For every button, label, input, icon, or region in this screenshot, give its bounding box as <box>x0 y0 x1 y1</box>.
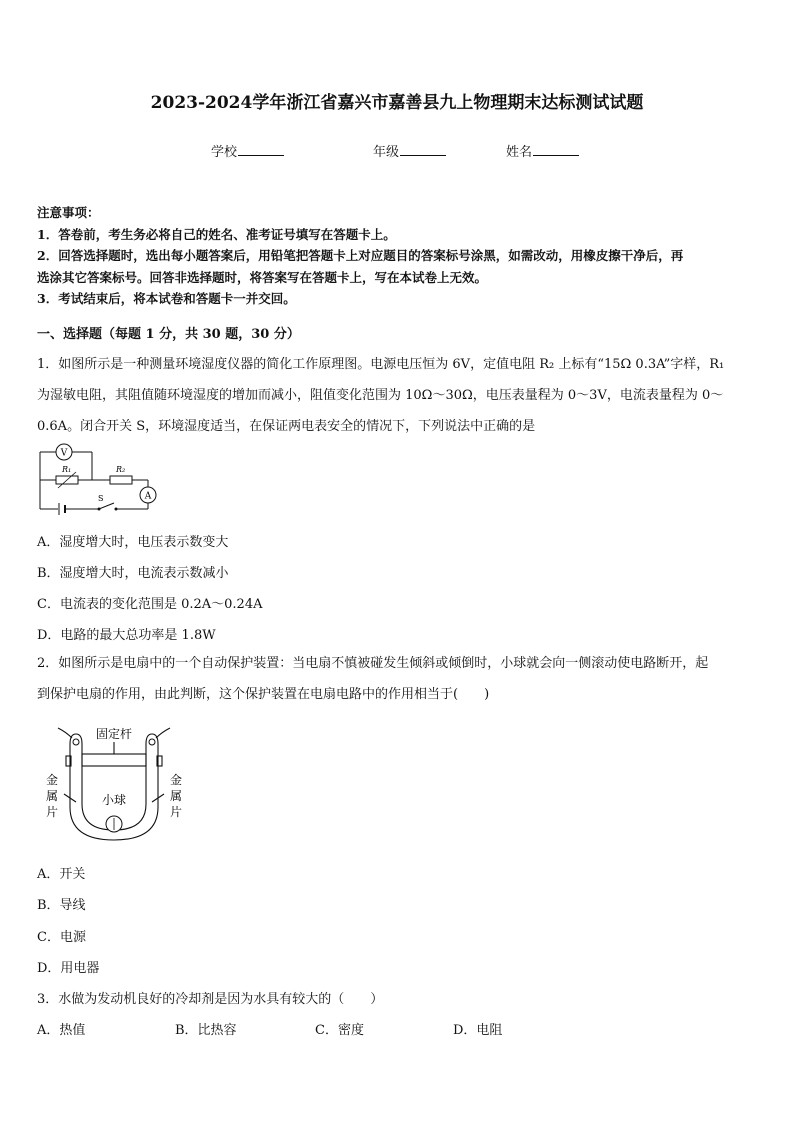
switch-label: S <box>98 494 104 503</box>
left-metal-label: 金 <box>45 773 59 787</box>
q1-option-b[interactable]: B．湿度增大时，电流表示数减小 <box>37 566 229 581</box>
grade-blank[interactable] <box>400 142 446 156</box>
q2-option-d[interactable]: D．用电器 <box>37 961 100 976</box>
left-metal-label: 属 <box>45 789 59 803</box>
q3-option-b[interactable]: B．比热容 <box>175 1023 237 1038</box>
q3-option-d[interactable]: D．电阻 <box>453 1023 503 1038</box>
notice-block <box>37 202 683 310</box>
name-blank[interactable] <box>533 142 579 156</box>
school-blank[interactable] <box>238 142 284 156</box>
ball-label: 小球 <box>101 793 127 807</box>
circuit-diagram <box>36 442 164 524</box>
r2-resistor <box>110 476 132 484</box>
page-title: 2023-2024学年浙江省嘉兴市嘉善县九上物理期末达标测试试题 <box>150 93 644 113</box>
ammeter-label: A <box>144 491 152 502</box>
notice-item: 1．答卷前，考生务必将自己的姓名、准考证号填写在答题卡上。 <box>37 226 396 242</box>
school-field[interactable] <box>211 141 284 160</box>
q1-option-c[interactable]: C．电流表的变化范围是 0.2A～0.24A <box>37 597 263 612</box>
grade-field[interactable] <box>373 141 446 160</box>
q1-option-d[interactable]: D．电路的最大总功率是 1.8W <box>37 628 216 643</box>
q1-option-a[interactable]: A．湿度增大时，电压表示数变大 <box>37 535 229 550</box>
question-1-line: 0.6A。闭合开关 S，环境湿度适当，在保证两电表安全的情况下，下列说法中正确的是 <box>37 419 536 434</box>
question-1-stem <box>37 349 724 442</box>
question-2-stem <box>37 648 708 710</box>
question-2-line: 2．如图所示是电扇中的一个自动保护装置：当电扇不慎被碰发生倾斜或倾倒时，小球就会向一侧滚动使电路断开，起 <box>37 656 709 671</box>
question-2-line: 到保护电扇的作用，由此判断，这个保护装置在电扇电路中的作用相当于( ) <box>37 687 490 702</box>
notice-item: 选涂其它答案标号。回答非选择题时，将答案写在答题卡上，写在本试卷上无效。 <box>37 269 488 285</box>
school-label: 学校 <box>211 145 238 160</box>
r2-label: R₂ <box>116 465 126 474</box>
r1-label: R₁ <box>62 465 72 474</box>
notice-item: 3．考试结束后，将本试卷和答题卡一并交回。 <box>37 291 296 306</box>
notice-item: 2．回答选择题时，选出每小题答案后，用铅笔把答题卡上对应题目的答案标号涂黑，如需改动，用橡皮擦干净后，再 <box>37 248 684 263</box>
question-1-line: 为湿敏电阻，其阻值随环境湿度的增加而减小，阻值变化范围为 10Ω～30Ω，电压表量程为 0～3V，电流表量程为 0～ <box>37 388 724 403</box>
q3-option-c[interactable]: C．密度 <box>315 1023 364 1038</box>
rod-label: 固定杆 <box>95 727 133 741</box>
protection-device-diagram <box>38 722 188 852</box>
question-3-stem: 3．水做为发动机良好的冷却剂是因为水具有较大的（ ） <box>37 992 384 1007</box>
right-metal-label: 片 <box>169 805 183 819</box>
notice-heading: 注意事项： <box>37 205 100 220</box>
name-field[interactable] <box>506 141 579 160</box>
right-metal-label: 属 <box>169 789 183 803</box>
grade-label: 年级 <box>373 145 400 160</box>
q2-option-c[interactable]: C．电源 <box>37 930 86 945</box>
section-heading: 一、选择题（每题 1 分，共 30 题，30 分） <box>37 327 300 342</box>
question-1-line: 1．如图所示是一种测量环境湿度仪器的简化工作原理图。电源电压恒为 6V，定值电阻 R₂ 上标有“15Ω 0.3A”字样，R₁ <box>37 357 725 372</box>
q2-option-b[interactable]: B．导线 <box>37 898 86 913</box>
screw-icon <box>73 739 79 745</box>
screw-icon <box>149 739 155 745</box>
voltmeter-label: V <box>60 448 68 459</box>
right-metal-label: 金 <box>169 773 183 787</box>
name-label: 姓名 <box>506 145 533 160</box>
q2-option-a[interactable]: A．开关 <box>37 867 86 882</box>
q3-option-a[interactable]: A．热值 <box>37 1023 86 1038</box>
left-metal-label: 片 <box>45 805 59 819</box>
